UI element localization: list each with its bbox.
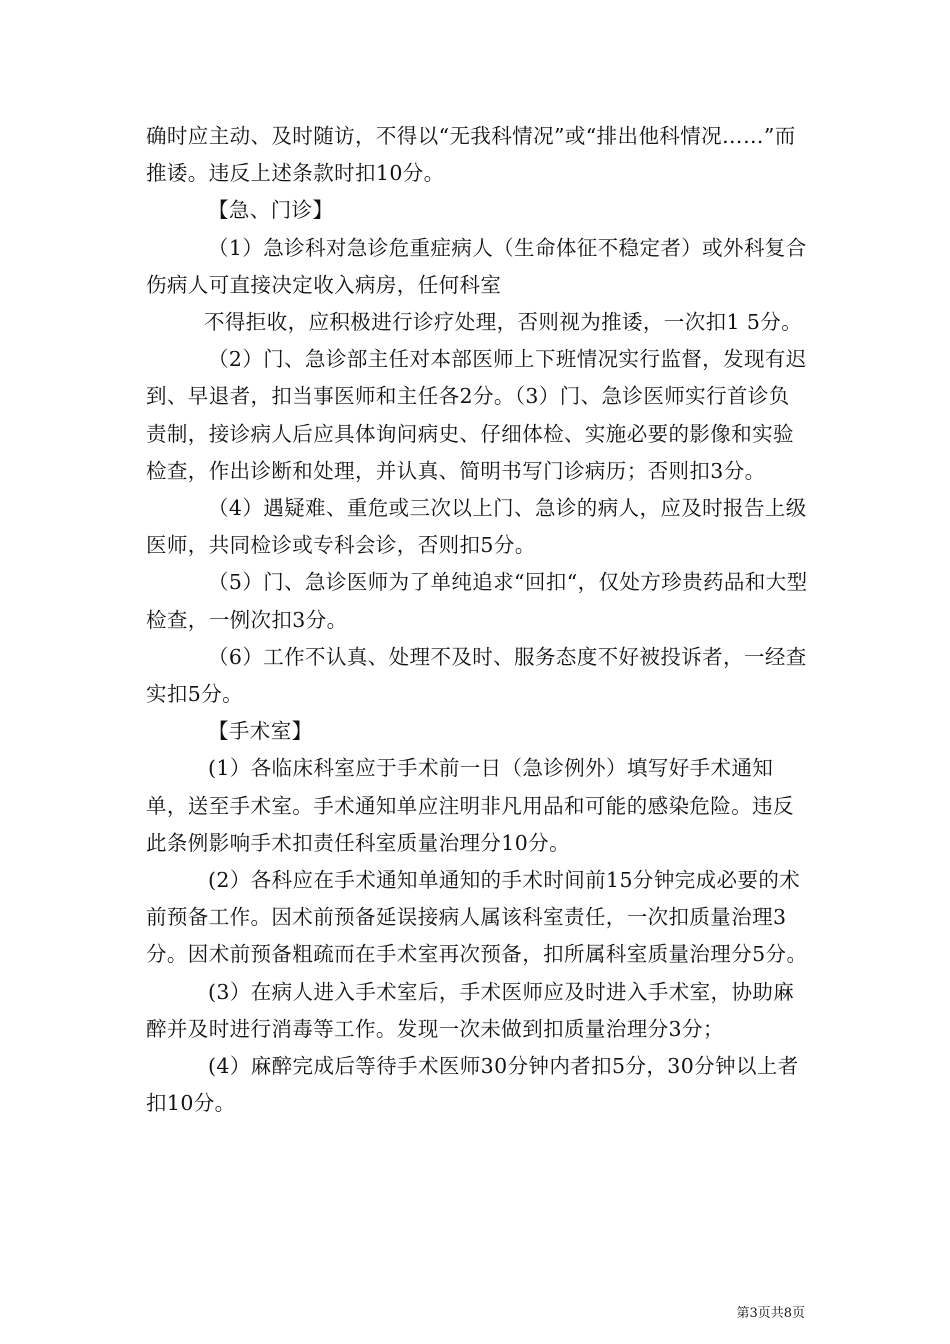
paragraph-item-1: （1）急诊科对急诊危重症病人（生命体征不稳定者）或外科复合伤病人可直接决定收入病房，任何科室 (146, 235, 807, 297)
paragraph-item-1-continued: 不得拒收，应积极进行诊疗处理，否则视为推诿，一次扣1 5分。 (204, 310, 803, 335)
document-body (146, 118, 810, 1122)
section-heading-emergency-outpatient: 【急、门诊】 (208, 198, 334, 223)
paragraph-or-item-4: (4）麻醉完成后等待手术医师30分钟内者扣5分，30分钟以上者扣10分。 (146, 1054, 799, 1116)
paragraph-item-4: （4）遇疑难、重危或三次以上门、急诊的病人，应及时报告上级医师，共同检诊或专科会诊，否则扣5分。 (146, 496, 807, 558)
paragraph-item-6: （6）工作不认真、处理不及时、服务态度不好被投诉者，一经查实扣5分。 (146, 644, 807, 707)
paragraph-or-item-1: (1）各临床科室应于手术前一日（急诊例外）填写好手术通知单，送至手术室。手术通知单应注明非凡用品和可能的感染危险。违反此条例影响手术扣责任科室质量治理分10分。 (146, 756, 794, 855)
section-heading-operating-room: 【手术室】 (208, 719, 313, 744)
paragraph-item-5: （5）门、急诊医师为了单纯追求“回扣“，仅处方珍贵药品和大型检查，一例次扣3分。 (146, 570, 808, 632)
page-number-footer: 第3页共8页 (736, 1306, 805, 1321)
paragraph-continuation: 确时应主动、及时随访，不得以“无我科情况”或“排出他科情况……”而推诿。违反上述条款时扣10分。 (146, 124, 796, 186)
paragraph-item-2-3: （2）门、急诊部主任对本部医师上下班情况实行监督，发现有迟到、早退者，扣当事医师和主任各2分。（3）门、急诊医师实行首诊负责制，接诊病人后应具体询问病史、仔细体检、实施必要的影像和实验检查，作出诊断和处理，并认真、简明书写门诊病历；否则扣3分。 (146, 347, 807, 483)
paragraph-or-item-3: (3）在病人进入手术室后，手术医师应及时进入手术室，协助麻醉并及时进行消毒等工作。发现一次未做到扣质量治理分3分； (146, 979, 795, 1041)
paragraph-or-item-2: (2）各科应在手术通知单通知的手术时间前15分钟完成必要的术前预备工作。因术前预备延误接病人属该科室责任，一次扣质量治理3分。因术前预备粗疏而在手术室再次预备，扣所属科室质量治理分5分。 (146, 868, 808, 967)
